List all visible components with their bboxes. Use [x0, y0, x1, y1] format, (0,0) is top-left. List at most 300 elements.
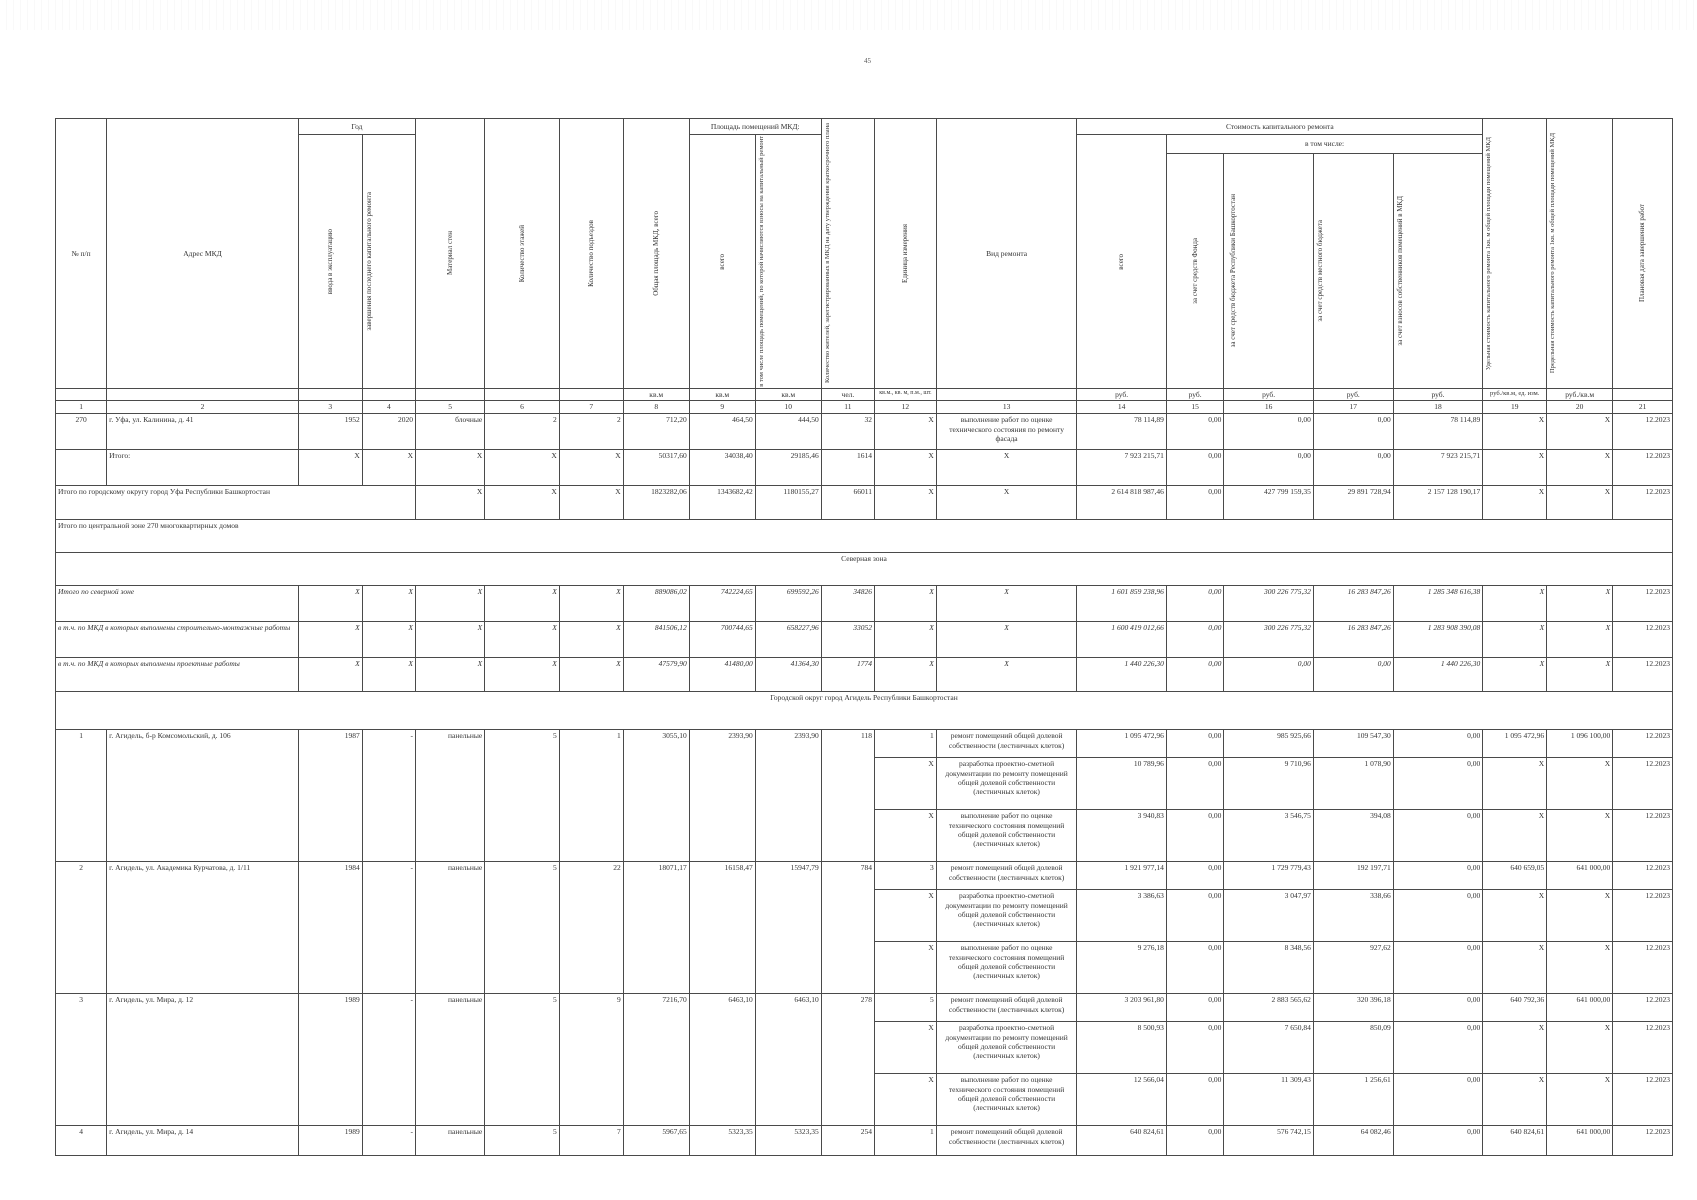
col-number: 1: [56, 401, 107, 414]
house-area2: 2393,90: [755, 730, 821, 862]
total-cell: X: [416, 586, 485, 622]
work-date: 12.2023: [1613, 994, 1673, 1022]
house-area: 2393,90: [689, 730, 755, 862]
unit-cell: руб.: [1224, 388, 1313, 400]
total-cell: 0,00: [1166, 658, 1224, 692]
total-cell: 0,00: [1224, 450, 1313, 486]
total-cell: 658227,96: [755, 622, 821, 658]
house-res: 278: [821, 994, 874, 1126]
house-floors: 5: [485, 994, 560, 1126]
total-cell: X: [485, 450, 560, 486]
house-num: 1: [56, 730, 107, 862]
work-own: 0,00: [1393, 942, 1483, 994]
row-floors: 2: [485, 414, 560, 450]
header-material: Материал стен: [416, 119, 485, 389]
row-address: г. Уфа, ул. Калинина, д. 41: [107, 414, 299, 450]
total-cell: 300 226 775,32: [1224, 622, 1313, 658]
north-zone-row: [56, 553, 1673, 586]
house-built: 1984: [298, 862, 362, 994]
total-cell: 1774: [821, 658, 874, 692]
work-cost: 3 386,63: [1077, 890, 1166, 942]
work-date: 12.2023: [1613, 862, 1673, 890]
header-year-repair: завершения последнего капитального ремонта: [362, 135, 415, 389]
row-year-built: 1952: [298, 414, 362, 450]
row-entrances: 2: [559, 414, 623, 450]
units-row: [56, 388, 1673, 400]
house-entr: 9: [559, 994, 623, 1126]
work-date: 12.2023: [1613, 730, 1673, 758]
house-total: 3055,10: [623, 730, 689, 862]
col-number: 14: [1077, 401, 1166, 414]
row-cost: 78 114,89: [1077, 414, 1166, 450]
work-work: ремонт помещений общей долевой собственности (лестничных клеток): [936, 730, 1077, 758]
house-floors: 5: [485, 862, 560, 994]
house-area2: 6463,10: [755, 994, 821, 1126]
row-area-sub: 444,50: [755, 414, 821, 450]
work-work: разработка проектно-сметной документации по ремонту помещений общей долевой собственности (лестничных клеток): [936, 890, 1077, 942]
work-lc: X: [1547, 942, 1613, 994]
total-cell: X: [1547, 622, 1613, 658]
header-num: № п/п: [56, 119, 107, 389]
col-number: 13: [936, 401, 1077, 414]
house-area: 5323,35: [689, 1126, 755, 1156]
house-area2: 5323,35: [755, 1126, 821, 1156]
work-rb: 8 348,56: [1224, 942, 1313, 994]
total-cell: X: [485, 486, 560, 520]
house-built: 1989: [298, 994, 362, 1126]
row-area: 464,50: [689, 414, 755, 450]
unit-cell: руб.: [1077, 388, 1166, 400]
work-work: выполнение работ по оценке технического состояния помещений общей долевой собственности (лестничных клеток): [936, 1074, 1077, 1126]
work-cost: 12 566,04: [1077, 1074, 1166, 1126]
row-total-area: 712,20: [623, 414, 689, 450]
total-cell: 1 440 226,30: [1077, 658, 1166, 692]
work-cost: 8 500,93: [1077, 1022, 1166, 1074]
work-uc: 1 095 472,96: [1483, 730, 1547, 758]
work-cost: 640 824,61: [1077, 1126, 1166, 1156]
header-cost-all: всего: [1077, 135, 1166, 389]
header-incl: в том числе:: [1166, 135, 1482, 154]
col-number: 11: [821, 401, 874, 414]
col-number: 5: [416, 401, 485, 414]
header-year-built: ввода в эксплуатацию: [298, 135, 362, 389]
total-cell: 12.2023: [1613, 486, 1673, 520]
total-cell: X: [936, 486, 1077, 520]
total-cell: 889086,02: [623, 586, 689, 622]
work-cost: 9 276,18: [1077, 942, 1166, 994]
total-cell: X: [1547, 486, 1613, 520]
house-addr: г. Агидель, б-р Комсомольский, д. 106: [107, 730, 299, 862]
total-cell: 1343682,42: [689, 486, 755, 520]
table-row: [56, 1126, 1673, 1156]
work-own: 0,00: [1393, 862, 1483, 890]
column-numbers-row: [56, 401, 1673, 414]
total-cell: 34826: [821, 586, 874, 622]
total-cell: X: [559, 450, 623, 486]
total-cell: 41364,30: [755, 658, 821, 692]
header-entrances: Количество подъездов: [559, 119, 623, 389]
unit-cell: руб./кв.м: [1547, 388, 1613, 400]
work-rb: 7 650,84: [1224, 1022, 1313, 1074]
table-row: [56, 414, 1673, 450]
total-cell: X: [362, 450, 415, 486]
house-total: 18071,17: [623, 862, 689, 994]
work-lc: X: [1547, 890, 1613, 942]
work-cost: 3 940,83: [1077, 810, 1166, 862]
work-mb: 927,62: [1313, 942, 1393, 994]
work-rb: 985 925,66: [1224, 730, 1313, 758]
house-addr: г. Агидель, ул. Мира, д. 12: [107, 994, 299, 1126]
unit-cell: кв.м., кв. м, п.м., шт.: [875, 388, 937, 400]
work-unit: 1: [875, 1126, 937, 1156]
total-cell: 0,00: [1224, 658, 1313, 692]
col-number: 15: [1166, 401, 1224, 414]
header-unit: Единица измерения: [875, 119, 937, 389]
work-rb: 11 309,43: [1224, 1074, 1313, 1126]
col-number: 4: [362, 401, 415, 414]
row-owners: 78 114,89: [1393, 414, 1483, 450]
work-work: разработка проектно-сметной документации по ремонту помещений общей долевой собственности (лестничных клеток): [936, 1022, 1077, 1074]
total-cell: X: [485, 586, 560, 622]
work-cost: 10 789,96: [1077, 758, 1166, 810]
total-cell: X: [1483, 486, 1547, 520]
col-number: 16: [1224, 401, 1313, 414]
col-number: 7: [559, 401, 623, 414]
work-date: 12.2023: [1613, 810, 1673, 862]
total-cell: 50317,60: [623, 450, 689, 486]
city2-section-label: Городской округ город Агидель Республики Башкортостан: [56, 692, 1673, 730]
work-mb: 1 256,61: [1313, 1074, 1393, 1126]
north-zone-label: Северная зона: [56, 553, 1673, 586]
house-num: 4: [56, 1126, 107, 1156]
total-cell: X: [936, 622, 1077, 658]
total-cell: 0,00: [1313, 450, 1393, 486]
work-mb: 192 197,71: [1313, 862, 1393, 890]
work-fund: 0,00: [1166, 862, 1224, 890]
total-cell: 1 601 859 238,96: [1077, 586, 1166, 622]
col-number: 20: [1547, 401, 1613, 414]
work-work: разработка проектно-сметной документации по ремонту помещений общей долевой собственности (лестничных клеток): [936, 758, 1077, 810]
work-mb: 1 078,90: [1313, 758, 1393, 810]
row-unit: X: [875, 414, 937, 450]
row-num: 270: [56, 414, 107, 450]
col-number: 10: [755, 401, 821, 414]
work-date: 12.2023: [1613, 1074, 1673, 1126]
house-res: 784: [821, 862, 874, 994]
work-work: ремонт помещений общей долевой собственности (лестничных клеток): [936, 862, 1077, 890]
total-cell: 1 600 419 012,66: [1077, 622, 1166, 658]
row-mb: 0,00: [1313, 414, 1393, 450]
page-number: 45: [864, 57, 871, 65]
total-cell: X: [875, 586, 937, 622]
header-limit-cost: Предельная стоимость капитального ремонта 1кв. м общей площади помещений МКД: [1547, 119, 1613, 389]
work-lc: X: [1547, 1022, 1613, 1074]
total-cell: 0,00: [1166, 486, 1224, 520]
total-cell: 1180155,27: [755, 486, 821, 520]
work-cost: 3 203 961,80: [1077, 994, 1166, 1022]
total-cell: 29185,46: [755, 450, 821, 486]
total-cell: X: [416, 622, 485, 658]
header-residents: Количество жителей, зарегистрированных в МКД на дату утверждения краткосрочного плана: [821, 119, 874, 389]
work-lc: 641 000,00: [1547, 1126, 1613, 1156]
work-uc: 640 792,36: [1483, 994, 1547, 1022]
unit-cell: руб.: [1313, 388, 1393, 400]
work-work: выполнение работ по оценке технического состояния помещений общей долевой собственности (лестничных клеток): [936, 810, 1077, 862]
header-cost-group: Стоимость капитального ремонта: [1077, 119, 1483, 135]
house-built: 1989: [298, 1126, 362, 1156]
house-area2: 15947,79: [755, 862, 821, 994]
incl-construction-row: [56, 622, 1673, 658]
col-number: 2: [107, 401, 299, 414]
total-cell: 742224,65: [689, 586, 755, 622]
total-cell: 0,00: [1166, 450, 1224, 486]
work-rb: 3 546,75: [1224, 810, 1313, 862]
col-number: 19: [1483, 401, 1547, 414]
unit-cell: кв.м: [689, 388, 755, 400]
total-cell: 12.2023: [1613, 622, 1673, 658]
work-rb: 9 710,96: [1224, 758, 1313, 810]
house-built: 1987: [298, 730, 362, 862]
total-cell: 12.2023: [1613, 586, 1673, 622]
total-cell: 699592,26: [755, 586, 821, 622]
header-work: Вид ремонта: [936, 119, 1077, 389]
work-rb: 1 729 779,43: [1224, 862, 1313, 890]
header-unit-cost: Удельная стоимость капитального ремонта 1кв. м общей площади помещений МКД: [1483, 119, 1547, 389]
header-area-group: Площадь помещений МКД:: [689, 119, 821, 135]
total-cell: X: [362, 658, 415, 692]
total-cell: X: [559, 486, 623, 520]
header-fund: за счет средств Фонда: [1166, 153, 1224, 388]
house-repair: -: [362, 730, 415, 862]
city-total-label: Итого по городскому округу город Уфа Республики Башкортостан: [56, 486, 416, 520]
work-unit: X: [875, 942, 937, 994]
work-own: 0,00: [1393, 890, 1483, 942]
total-cell: X: [936, 450, 1077, 486]
house-material: панельные: [416, 862, 485, 994]
total-cell: 2 614 818 987,46: [1077, 486, 1166, 520]
total-cell: X: [1483, 450, 1547, 486]
work-uc: 640 659,05: [1483, 862, 1547, 890]
work-fund: 0,00: [1166, 1126, 1224, 1156]
col-number: 9: [689, 401, 755, 414]
work-rb: 2 883 565,62: [1224, 994, 1313, 1022]
total-row: [56, 450, 1673, 486]
unit-cell: кв.м: [623, 388, 689, 400]
work-uc: X: [1483, 942, 1547, 994]
unit-cell: руб./кв.м, ед. изм.: [1483, 388, 1547, 400]
north-total-label: Итого по северной зоне: [56, 586, 299, 622]
table-row: [56, 862, 1673, 890]
header-total-area: Общая площадь МКД, всего: [623, 119, 689, 389]
header-address: Адрес МКД: [107, 119, 299, 389]
col-number: 12: [875, 401, 937, 414]
house-repair: -: [362, 1126, 415, 1156]
table-row: [56, 994, 1673, 1022]
work-lc: X: [1547, 758, 1613, 810]
house-res: 118: [821, 730, 874, 862]
house-material: панельные: [416, 994, 485, 1126]
work-cost: 1 921 977,14: [1077, 862, 1166, 890]
header-area-all: всего: [689, 135, 755, 389]
houses-body: [56, 730, 1673, 1156]
central-zone-label: Итого по центральной зоне 270 многоквартирных домов: [56, 520, 1673, 553]
header-year: Год: [298, 119, 415, 135]
house-material: панельные: [416, 730, 485, 862]
work-own: 0,00: [1393, 758, 1483, 810]
total-cell: 0,00: [1313, 658, 1393, 692]
total-cell: X: [1483, 658, 1547, 692]
total-cell: 427 799 159,35: [1224, 486, 1313, 520]
row-limit-cost: X: [1547, 414, 1613, 450]
total-cell: X: [485, 622, 560, 658]
total-cell: X: [298, 450, 362, 486]
total-cell: X: [362, 586, 415, 622]
work-unit: X: [875, 810, 937, 862]
work-own: 0,00: [1393, 1074, 1483, 1126]
work-uc: X: [1483, 1022, 1547, 1074]
work-uc: X: [1483, 1074, 1547, 1126]
work-unit: X: [875, 890, 937, 942]
work-unit: 3: [875, 862, 937, 890]
work-work: ремонт помещений общей долевой собственности (лестничных клеток): [936, 994, 1077, 1022]
total-cell: 1614: [821, 450, 874, 486]
col-number: 21: [1613, 401, 1673, 414]
house-floors: 5: [485, 730, 560, 862]
col-number: 3: [298, 401, 362, 414]
total-cell: 41480,00: [689, 658, 755, 692]
work-fund: 0,00: [1166, 1022, 1224, 1074]
total-cell: 0,00: [1166, 622, 1224, 658]
total-cell: 12.2023: [1613, 450, 1673, 486]
unit-cell: чел.: [821, 388, 874, 400]
total-cell: 1 283 908 390,08: [1393, 622, 1483, 658]
row-year-repair: 2020: [362, 414, 415, 450]
city2-section-row: [56, 692, 1673, 730]
total-cell: 841506,12: [623, 622, 689, 658]
work-date: 12.2023: [1613, 1022, 1673, 1074]
row-unit-cost: X: [1483, 414, 1547, 450]
work-date: 12.2023: [1613, 758, 1673, 810]
row-fund: 0,00: [1166, 414, 1224, 450]
house-entr: 7: [559, 1126, 623, 1156]
work-lc: 641 000,00: [1547, 862, 1613, 890]
work-own: 0,00: [1393, 810, 1483, 862]
house-num: 3: [56, 994, 107, 1126]
work-mb: 850,09: [1313, 1022, 1393, 1074]
house-total: 5967,65: [623, 1126, 689, 1156]
work-fund: 0,00: [1166, 942, 1224, 994]
house-res: 254: [821, 1126, 874, 1156]
total-cell: 700744,65: [689, 622, 755, 658]
unit-cell: кв.м: [755, 388, 821, 400]
total-cell: 16 283 847,26: [1313, 586, 1393, 622]
row-work: выполнение работ по оценке технического состояния по ремонту фасада: [936, 414, 1077, 450]
scan-noise: [0, 0, 1697, 30]
total-cell: 33052: [821, 622, 874, 658]
total-cell: X: [875, 622, 937, 658]
work-fund: 0,00: [1166, 810, 1224, 862]
work-own: 0,00: [1393, 730, 1483, 758]
total-cell: X: [416, 658, 485, 692]
work-rb: 3 047,97: [1224, 890, 1313, 942]
house-entr: 22: [559, 862, 623, 994]
header-mb: за счет средств местного бюджета: [1313, 153, 1393, 388]
work-unit: X: [875, 1022, 937, 1074]
work-lc: X: [1547, 810, 1613, 862]
house-area: 6463,10: [689, 994, 755, 1126]
total-cell: X: [416, 450, 485, 486]
work-fund: 0,00: [1166, 994, 1224, 1022]
house-repair: -: [362, 994, 415, 1126]
total-cell: 29 891 728,94: [1313, 486, 1393, 520]
total-cell: 34038,40: [689, 450, 755, 486]
work-uc: 640 824,61: [1483, 1126, 1547, 1156]
work-date: 12.2023: [1613, 890, 1673, 942]
total-cell: X: [298, 586, 362, 622]
row-date: 12.2023: [1613, 414, 1673, 450]
total-cell: X: [559, 622, 623, 658]
work-mb: 109 547,30: [1313, 730, 1393, 758]
total-cell: 1823282,06: [623, 486, 689, 520]
work-uc: X: [1483, 810, 1547, 862]
unit-cell: руб.: [1166, 388, 1224, 400]
total-cell: 1 440 226,30: [1393, 658, 1483, 692]
total-cell: 0,00: [1166, 586, 1224, 622]
total-cell: 1 285 348 616,38: [1393, 586, 1483, 622]
work-own: 0,00: [1393, 1022, 1483, 1074]
row-rb: 0,00: [1224, 414, 1313, 450]
total-cell: 66011: [821, 486, 874, 520]
total-cell: 47579,90: [623, 658, 689, 692]
work-fund: 0,00: [1166, 1074, 1224, 1126]
total-cell: X: [1483, 586, 1547, 622]
total-cell: X: [875, 450, 937, 486]
work-work: ремонт помещений общей долевой собственности (лестничных клеток): [936, 1126, 1077, 1156]
total-cell: X: [875, 486, 937, 520]
work-own: 0,00: [1393, 994, 1483, 1022]
work-mb: 394,08: [1313, 810, 1393, 862]
total-cell: X: [875, 658, 937, 692]
work-fund: 0,00: [1166, 758, 1224, 810]
incl-construction-label: в т.ч. по МКД в которых выполнены строительно-монтажные работы: [56, 622, 299, 658]
work-rb: 576 742,15: [1224, 1126, 1313, 1156]
work-own: 0,00: [1393, 1126, 1483, 1156]
total-cell: 7 923 215,71: [1393, 450, 1483, 486]
row-residents: 32: [821, 414, 874, 450]
work-lc: 1 096 100,00: [1547, 730, 1613, 758]
total-cell: X: [298, 658, 362, 692]
header-rb: за счет средств бюджета Республики Башкортостан: [1224, 153, 1313, 388]
col-number: 18: [1393, 401, 1483, 414]
header-floors: Количество этажей: [485, 119, 560, 389]
work-unit: X: [875, 1074, 937, 1126]
col-number: 17: [1313, 401, 1393, 414]
house-repair: -: [362, 862, 415, 994]
house-entr: 1: [559, 730, 623, 862]
total-cell: 7 923 215,71: [1077, 450, 1166, 486]
house-addr: г. Агидель, ул. Мира, д. 14: [107, 1126, 299, 1156]
house-total: 7216,70: [623, 994, 689, 1126]
work-unit: 5: [875, 994, 937, 1022]
header-owners: за счет взносов собственников помещений в МКД: [1393, 153, 1483, 388]
work-fund: 0,00: [1166, 890, 1224, 942]
incl-design-label: в т.ч. по МКД в которых выполнены проектные работы: [56, 658, 299, 692]
total-cell: X: [362, 622, 415, 658]
total-cell: X: [1547, 450, 1613, 486]
north-total-row: [56, 586, 1673, 622]
col-number: 8: [623, 401, 689, 414]
total-cell: X: [936, 586, 1077, 622]
